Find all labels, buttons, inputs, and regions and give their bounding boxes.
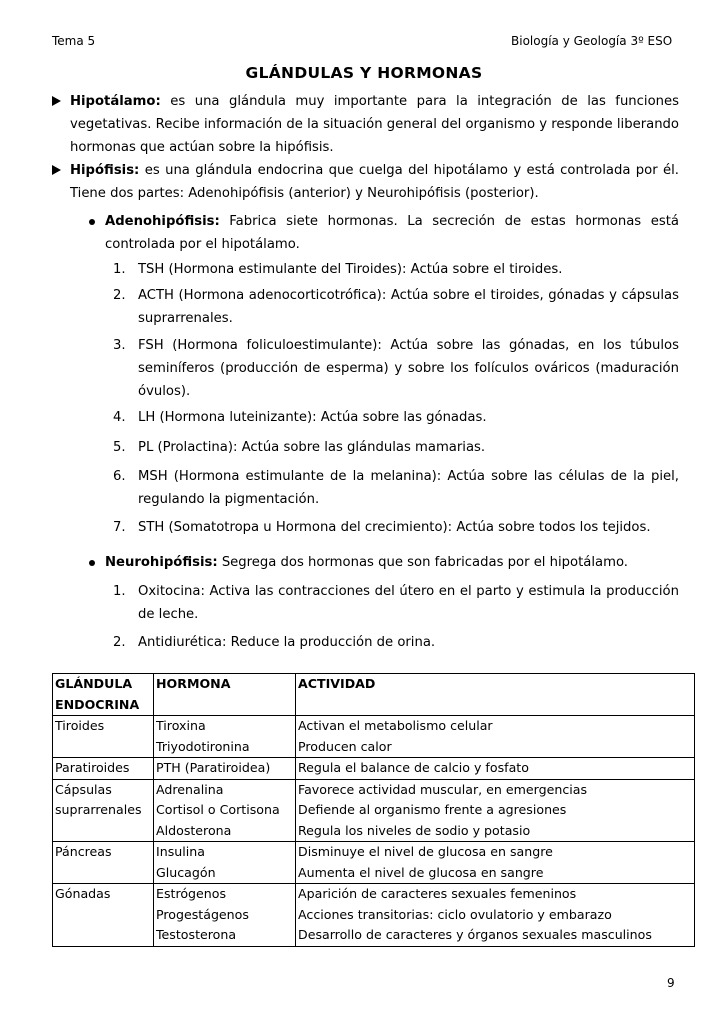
item-number: 2. [113, 288, 126, 303]
list-item-adeno-1 [113, 258, 679, 281]
term-adenohipofisis: Adenohipófisis: [105, 214, 220, 229]
cell-activity: Aparición de caracteres sexuales femeninos Acciones transitorias: ciclo ovulatorio y embarazo Desarrollo de caracteres y órganos sexuales masculinos [296, 884, 695, 947]
cell-gland: Paratiroides [53, 758, 154, 780]
item-text: TSH (Hormona estimulante del Tiroides): Actúa sobre el tiroides. [138, 262, 563, 277]
round-bullet-icon [89, 219, 95, 225]
item-text: LH (Hormona luteinizante): Actúa sobre las gónadas. [138, 410, 487, 425]
arrow-bullet-icon [52, 96, 61, 106]
item-text: FSH (Hormona foliculoestimulante): Actúa sobre las gónadas, en los túbulos seminíferos (producción de esperma) y sobre los folículos ováricos (maduración óvulos). [138, 338, 679, 399]
list-item-adeno-6 [113, 465, 679, 511]
item-number: 2. [113, 635, 126, 650]
list-item-adeno-2 [113, 284, 679, 330]
header-left: Tema 5 [52, 34, 96, 48]
cell-hormones: PTH (Paratiroidea) [154, 758, 296, 780]
cell-activity: Favorece actividad muscular, en emergencias Defiende al organismo frente a agresiones Regula los niveles de sodio y potasio [296, 779, 695, 842]
cell-gland: Cápsulas suprarrenales [53, 779, 154, 842]
text-neurohipofisis: Segrega dos hormonas que son fabricadas por el hipotálamo. [221, 555, 628, 570]
table-row [53, 842, 695, 884]
cell-hormones: Tiroxina Triyodotironina [154, 716, 296, 758]
subbullet-neurohipofisis [89, 551, 679, 574]
item-number: 5. [113, 440, 126, 455]
list-item-neuro-2 [113, 631, 679, 654]
bullet-hipotalamo [52, 90, 679, 159]
table-row [53, 779, 695, 842]
cell-activity: Regula el balance de calcio y fosfato [296, 758, 695, 780]
cell-hormones: Adrenalina Cortisol o Cortisona Aldosterona [154, 779, 296, 842]
cell-activity: Activan el metabolismo celular Producen calor [296, 716, 695, 758]
subbullet-adenohipofisis [89, 210, 679, 256]
item-text: MSH (Hormona estimulante de la melanina): Actúa sobre las células de la piel, regulando la pigmentación. [138, 469, 679, 507]
item-text: PL (Prolactina): Actúa sobre las glándulas mamarias. [138, 440, 486, 455]
page-number: 9 [667, 976, 675, 990]
list-item-neuro-1 [113, 580, 679, 626]
list-item-adeno-7 [113, 516, 679, 539]
header-cell-activity: ACTIVIDAD [296, 674, 695, 716]
term-hipotalamo: Hipotálamo: [70, 94, 161, 109]
arrow-bullet-icon [52, 165, 61, 175]
item-number: 7. [113, 520, 126, 535]
item-number: 1. [113, 584, 126, 599]
item-text: STH (Somatotropa u Hormona del crecimiento): Actúa sobre todos los tejidos. [138, 520, 651, 535]
table-row [53, 884, 695, 947]
cell-gland: Páncreas [53, 842, 154, 884]
bullet-hipofisis [52, 159, 679, 205]
item-number: 4. [113, 410, 126, 425]
cell-gland: Tiroides [53, 716, 154, 758]
item-text: Antidiurética: Reduce la producción de orina. [138, 635, 436, 650]
cell-hormones: Insulina Glucagón [154, 842, 296, 884]
table-row [53, 758, 695, 780]
text-adenohipofisis: Fabrica siete hormonas. La secreción de estas hormonas está controlada por el hipotálamo. [105, 214, 679, 252]
text-hipotalamo: es una glándula muy importante para la integración de las funciones vegetativas. Recibe información de la situación general del organismo y responde liberando hormonas que actúan sobre la hipófisis. [70, 94, 679, 155]
term-neurohipofisis: Neurohipófisis: [105, 555, 218, 570]
item-number: 6. [113, 469, 126, 484]
list-item-adeno-5 [113, 436, 679, 459]
term-hipofisis: Hipófisis: [70, 163, 140, 178]
text-hipofisis: es una glándula endocrina que cuelga del hipotálamo y está controlada por él. Tiene dos partes: Adenohipófisis (anterior) y Neurohipófisis (posterior). [70, 163, 679, 201]
page-title: GLÁNDULAS Y HORMONAS [245, 64, 483, 82]
item-number: 3. [113, 338, 126, 353]
glands-table [52, 673, 695, 947]
table-row [53, 716, 695, 758]
list-item-adeno-4 [113, 406, 679, 429]
header-cell-gland: GLÁNDULA ENDOCRINA [53, 674, 154, 716]
cell-activity: Disminuye el nivel de glucosa en sangre Aumenta el nivel de glucosa en sangre [296, 842, 695, 884]
cell-gland: Gónadas [53, 884, 154, 947]
round-bullet-icon [89, 560, 95, 566]
cell-hormones: Estrógenos Progestágenos Testosterona [154, 884, 296, 947]
list-item-adeno-3 [113, 334, 679, 403]
table-header-row [53, 674, 695, 716]
item-text: Oxitocina: Activa las contracciones del útero en el parto y estimula la producción de leche. [138, 584, 679, 622]
header-cell-hormone: HORMONA [154, 674, 296, 716]
item-number: 1. [113, 262, 126, 277]
item-text: ACTH (Hormona adenocorticotrófica): Actúa sobre el tiroides, gónadas y cápsulas suprarrenales. [138, 288, 679, 326]
header-right: Biología y Geología 3º ESO [511, 34, 673, 48]
